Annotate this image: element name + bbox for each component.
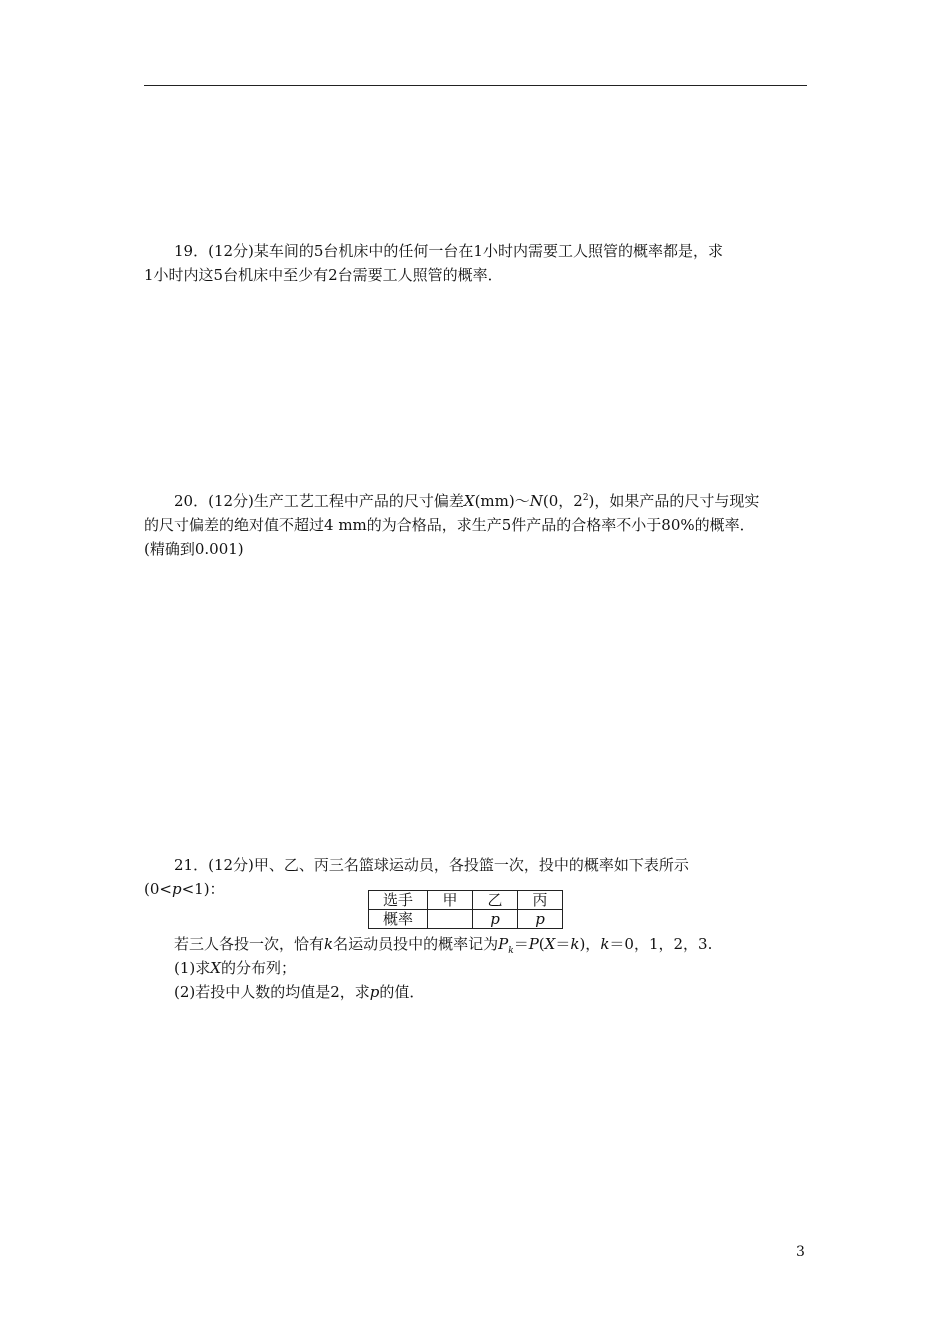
variable-p-upper: P [528, 935, 539, 953]
problem-20-text: (0，2 [542, 492, 583, 510]
page-number: 3 [796, 1244, 805, 1260]
problem-21-text: ＝ [513, 935, 529, 953]
variable-x: X [463, 492, 475, 510]
table-row [369, 891, 563, 910]
table-cell [428, 910, 473, 929]
variable-p: p [369, 983, 380, 1001]
problem-21-text: (0< [144, 880, 172, 898]
problem-21-text: 名运动员投中的概率记为 [333, 935, 499, 953]
variable-p: p [171, 880, 182, 898]
variable-p-upper: P [498, 935, 509, 953]
problem-20-line-3: (精确到0.001) [144, 540, 244, 558]
problem-21-text: 的分布列； [220, 959, 296, 977]
problem-21-text: )， [579, 935, 601, 953]
problem-21-text: ＝ [555, 935, 571, 953]
probability-table [368, 890, 563, 929]
normal-dist-symbol: N [529, 492, 543, 510]
problem-21-line-1: 21．(12分)甲、乙、丙三名篮球运动员，各投篮一次，投中的概率如下表所示 [174, 856, 689, 874]
problem-20-text: (mm)～ [474, 492, 530, 510]
problem-21-part-2 [144, 980, 807, 1004]
table-row [369, 910, 563, 929]
variable-x: X [210, 959, 221, 977]
problem-20 [144, 489, 807, 561]
table-cell: 甲 [428, 891, 473, 910]
variable-x: X [544, 935, 556, 953]
problem-21-text: 若三人各投一次，恰有 [174, 935, 325, 953]
exponent: 2 [582, 493, 589, 503]
problem-19-line-1: 19．(12分)某车间的5台机床中的任何一台在1小时内需要工人照管的概率都是，求 [174, 242, 723, 260]
problem-21-text: <1)： [181, 880, 225, 898]
problem-20-line-1 [144, 489, 807, 513]
table-cell: 丙 [518, 891, 563, 910]
variable-k: k [600, 935, 610, 953]
problem-20-text: 20．(12分)生产工艺工程中产品的尺寸偏差 [174, 492, 464, 510]
problem-19 [144, 239, 807, 287]
table-cell: p [518, 910, 563, 929]
header-rule [144, 85, 807, 86]
problem-21-text: ＝0，1，2，3. [609, 935, 713, 953]
table-cell: 选手 [369, 891, 428, 910]
table-cell: p [473, 910, 518, 929]
problem-21-text: ( [538, 935, 545, 953]
problem-21-text: (2)若投中人数的均值是2，求 [174, 983, 370, 1001]
problem-20-line-2: 的尺寸偏差的绝对值不超过4 mm的为合格品，求生产5件产品的合格率不小于80%的概率． [144, 516, 755, 534]
subscript-k: k [508, 946, 514, 956]
problem-19-line-2: 1小时内这5台机床中至少有2台需要工人照管的概率． [144, 266, 503, 284]
problem-21-part-1 [144, 956, 807, 980]
table-cell: 乙 [473, 891, 518, 910]
problem-21-text: 的值． [379, 983, 425, 1001]
variable-k: k [324, 935, 334, 953]
variable-k: k [570, 935, 580, 953]
problem-21-continued [144, 932, 807, 1004]
problem-21-text: (1)求 [174, 959, 211, 977]
problem-21-line-3 [144, 932, 807, 956]
table-cell: 概率 [369, 910, 428, 929]
problem-20-text: )，如果产品的尺寸与现实 [588, 492, 760, 510]
